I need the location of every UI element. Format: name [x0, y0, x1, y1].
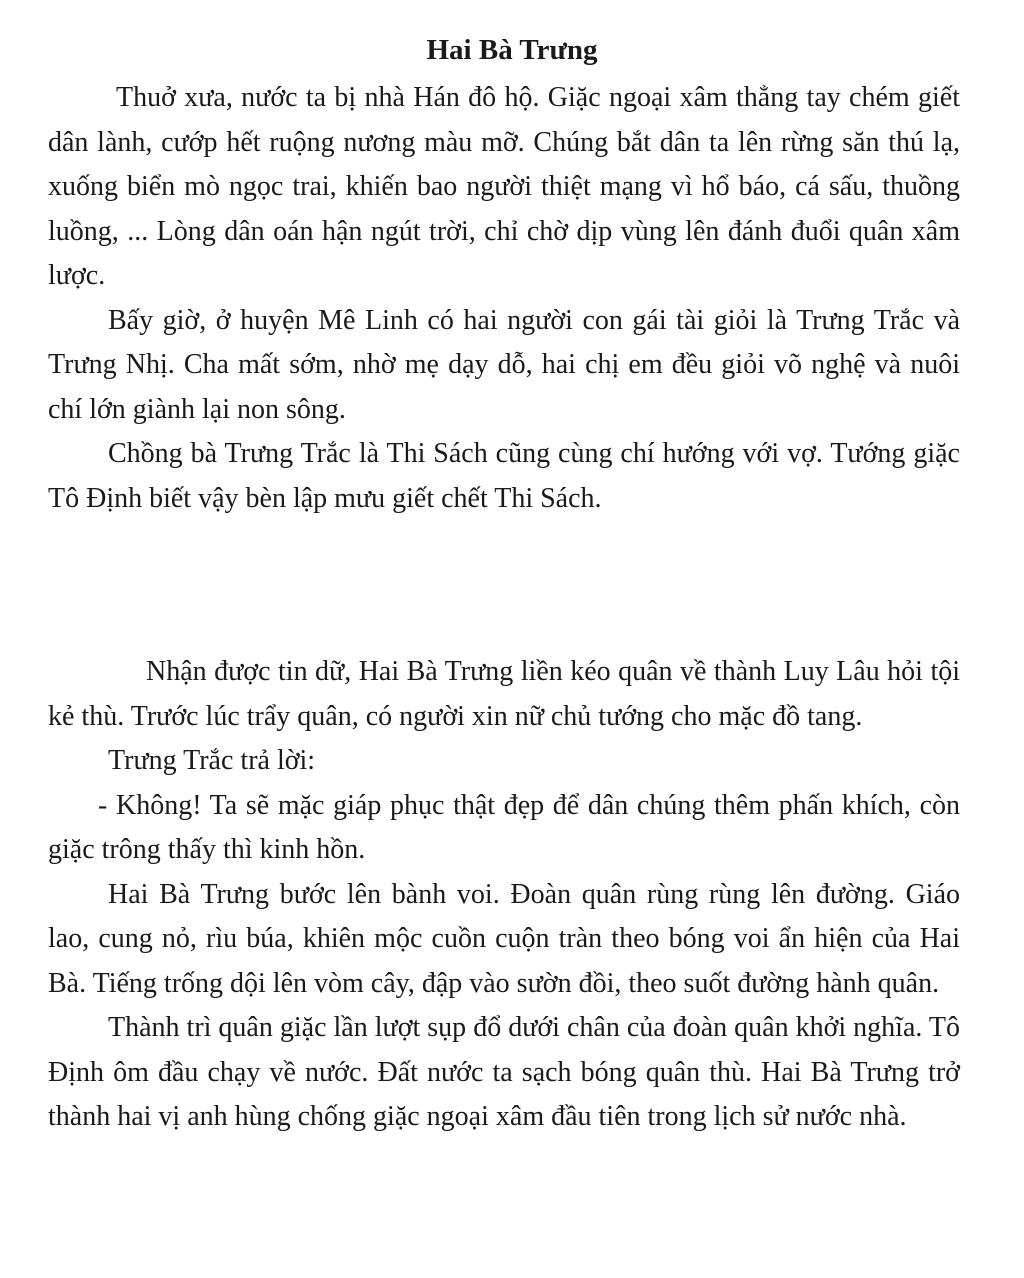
paragraph: Hai Bà Trưng bước lên bành voi. Đoàn quân rùng rùng lên đường. Giáo lao, cung nỏ, rìu búa, khiên mộc cuồn cuộn tràn theo bóng voi ẩn hiện của Hai Bà. Tiếng trống dội lên vòm cây, đập vào sườn đồi, theo suốt đường hành quân. [48, 878, 960, 999]
dialogue-paragraph: - Không! Ta sẽ mặc giáp phục thật đẹp để dân chúng thêm phấn khích, còn giặc trông thấy thì kinh hồn. [48, 789, 960, 865]
paragraph: Chồng bà Trưng Trắc là Thi Sách cũng cùng chí hướng với vợ. Tướng giặc Tô Định biết vậy bèn lập mưu giết chết Thi Sách. [48, 438, 960, 514]
paragraph: Trưng Trắc trả lời: [108, 745, 316, 776]
text-block-part2 [48, 650, 960, 1140]
document-title: Hai Bà Trưng [426, 34, 598, 66]
paragraph: Bấy giờ, ở huyện Mê Linh có hai người con gái tài giỏi là Trưng Trắc và Trưng Nhị. Cha mất sớm, nhờ mẹ dạy dỗ, hai chị em đều giỏi võ nghệ và nuôi chí lớn giành lại non sông. [48, 304, 960, 425]
paragraph: Thành trì quân giặc lần lượt sụp đổ dưới chân của đoàn quân khởi nghĩa. Tô Định ôm đầu chạy về nước. Đất nước ta sạch bóng quân thù. Hai Bà Trưng trở thành hai vị anh hùng chống giặc ngoại xâm đầu tiên trong lịch sử nước nhà. [48, 1012, 960, 1132]
text-block-part1 [48, 76, 960, 521]
paragraph: Nhận được tin dữ, Hai Bà Trưng liền kéo quân về thành Luy Lâu hỏi tội kẻ thù. Trước lúc trẩy quân, có người xin nữ chủ tướng cho mặc đồ tang. [48, 656, 960, 732]
paragraph: Thuở xưa, nước ta bị nhà Hán đô hộ. Giặc ngoại xâm thẳng tay chém giết dân lành, cướp hết ruộng nương màu mỡ. Chúng bắt dân ta lên rừng săn thú lạ, xuống biển mò ngọc trai, khiến bao người thiệt mạng vì hổ báo, cá sấu, thuồng luồng, ... Lòng dân oán hận ngút trời, chỉ chờ dịp vùng lên đánh đuổi quân xâm lược. [48, 82, 960, 291]
